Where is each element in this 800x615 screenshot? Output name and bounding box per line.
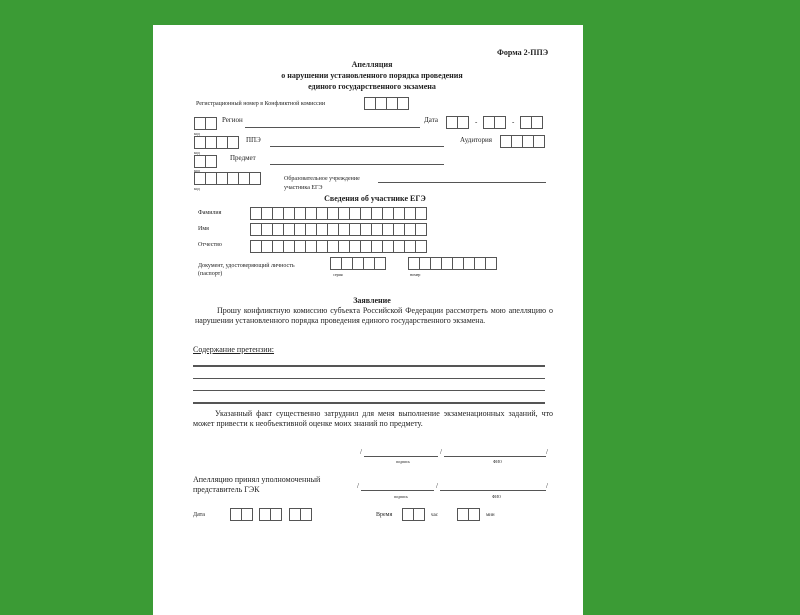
school-label: Образовательное учреждение: [284, 176, 360, 182]
char-cell[interactable]: [205, 117, 217, 130]
subject-line[interactable]: [270, 164, 444, 165]
slash: /: [546, 448, 548, 456]
participant-heading: Сведения об участнике ЕГЭ: [324, 194, 426, 203]
claim-line[interactable]: [193, 390, 545, 391]
document-label: Документ, удостоверяющий личность: [198, 263, 295, 269]
title-line-1: Апелляция: [351, 60, 393, 69]
char-cell[interactable]: [531, 116, 543, 129]
fio-label: ФИО: [493, 459, 502, 464]
ppe-line[interactable]: [270, 146, 444, 147]
char-cell[interactable]: [270, 508, 282, 521]
accept-day-field[interactable]: [230, 508, 252, 521]
series-label: серия: [333, 272, 343, 277]
char-cell[interactable]: [300, 508, 312, 521]
slash: /: [440, 448, 442, 456]
subject-code-field[interactable]: [194, 155, 216, 168]
accept-year-field[interactable]: [289, 508, 311, 521]
char-cell[interactable]: [415, 223, 427, 236]
char-cell[interactable]: [415, 207, 427, 220]
document-label-2: (паспорт): [198, 271, 223, 277]
char-cell[interactable]: [374, 257, 386, 270]
char-cell[interactable]: [533, 135, 545, 148]
char-cell[interactable]: [249, 172, 261, 185]
claim-label: Содержание претензии:: [193, 345, 275, 354]
name-field[interactable]: [250, 223, 426, 236]
claim-line[interactable]: [193, 378, 545, 379]
code-label: код: [194, 150, 200, 155]
region-label: Регион: [222, 116, 243, 124]
char-cell[interactable]: [415, 240, 427, 253]
slash: /: [546, 482, 548, 490]
char-cell[interactable]: [397, 97, 409, 110]
fio-label: ФИО: [492, 494, 501, 499]
char-cell[interactable]: [205, 155, 217, 168]
reg-number-field[interactable]: [364, 97, 408, 110]
auditorium-label: Аудитория: [460, 136, 493, 144]
accepted-label: Апелляцию принял уполномоченный: [193, 475, 321, 484]
time-label: Время: [376, 512, 393, 518]
participant-signature-line[interactable]: [364, 456, 438, 457]
claim-line[interactable]: [193, 402, 545, 404]
title-line-3: единого государственного экзамена: [308, 82, 436, 91]
surname-field[interactable]: [250, 207, 426, 220]
patronymic-label: Отчество: [198, 242, 222, 248]
char-cell[interactable]: [494, 116, 506, 129]
title-line-2: о нарушении установленного порядка проведения: [281, 71, 463, 80]
form-id: Форма 2-ППЭ: [497, 48, 549, 57]
char-cell[interactable]: [241, 508, 253, 521]
char-cell[interactable]: [485, 257, 497, 270]
rep-fio-line[interactable]: [440, 490, 546, 491]
surname-label: Фамилия: [198, 210, 222, 216]
signature-label: подпись: [396, 459, 410, 464]
code-label: код: [194, 131, 200, 136]
reg-number-label: Регистрационный номер в Конфликтной комиссии: [196, 101, 326, 107]
statement-heading: Заявление: [353, 296, 391, 305]
participant-fio-line[interactable]: [444, 456, 546, 457]
name-label: Имя: [198, 226, 209, 232]
accept-date-label: Дата: [193, 512, 205, 518]
ppe-label: ППЭ: [246, 136, 261, 144]
date-dash: -: [475, 118, 478, 126]
code-label: код: [194, 186, 200, 191]
ppe-code-field[interactable]: [194, 136, 238, 149]
hour-field[interactable]: [402, 508, 424, 521]
passport-number-field[interactable]: [408, 257, 496, 270]
school-line[interactable]: [378, 182, 546, 183]
date-month-field[interactable]: [483, 116, 505, 129]
school-code-field[interactable]: [194, 172, 260, 185]
passport-series-field[interactable]: [330, 257, 385, 270]
char-cell[interactable]: [457, 116, 469, 129]
code-label: код: [194, 168, 200, 173]
auditorium-field[interactable]: [500, 135, 544, 148]
slash: /: [436, 482, 438, 490]
accept-month-field[interactable]: [259, 508, 281, 521]
signature-label: подпись: [394, 494, 408, 499]
slash: /: [360, 448, 362, 456]
minute-field[interactable]: [457, 508, 479, 521]
date-day-field[interactable]: [446, 116, 468, 129]
date-year-field[interactable]: [520, 116, 542, 129]
subject-label: Предмет: [230, 154, 256, 162]
region-line[interactable]: [245, 127, 420, 128]
slash: /: [357, 482, 359, 490]
minute-label: мин: [486, 513, 495, 518]
school-label-2: участника ЕГЭ: [284, 185, 323, 191]
date-label: Дата: [424, 116, 438, 124]
char-cell[interactable]: [227, 136, 239, 149]
char-cell[interactable]: [413, 508, 425, 521]
statement-text: Прошу конфликтную комиссию субъекта Российской Федерации рассмотреть мою апелляцию о нарушении установленного порядка проведения единого государственного экзамена.: [195, 306, 553, 325]
date-dash: -: [512, 118, 515, 126]
patronymic-field[interactable]: [250, 240, 426, 253]
region-code-field[interactable]: [194, 117, 216, 130]
char-cell[interactable]: [468, 508, 480, 521]
hour-label: час: [431, 513, 438, 518]
number-label: номер: [410, 272, 421, 277]
rep-signature-line[interactable]: [361, 490, 434, 491]
claim-line[interactable]: [193, 365, 545, 367]
accepted-label-2: представитель ГЭК: [193, 485, 260, 494]
fact-text: Указанный факт существенно затруднил для меня выполнение экзаменационных заданий, что может привести к необъективной оценке моих знаний по предмету.: [193, 409, 553, 428]
